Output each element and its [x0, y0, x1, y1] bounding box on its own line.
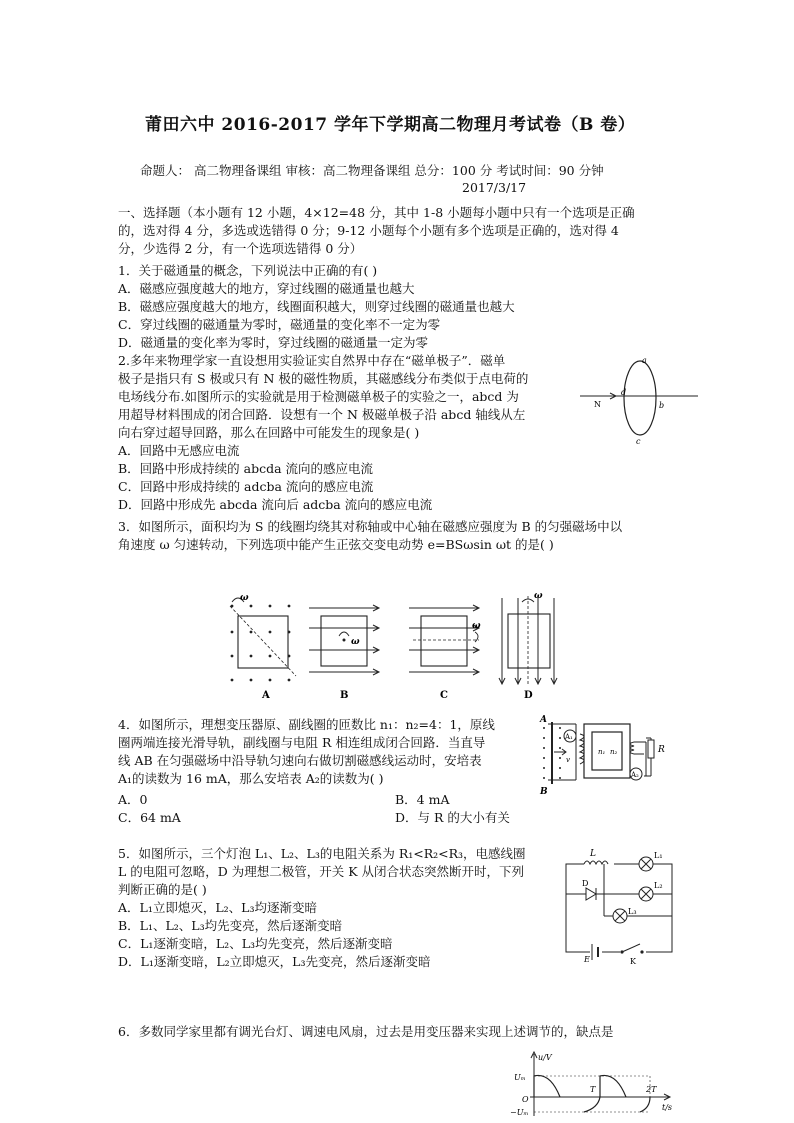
label-neg-um: −Uₘ: [510, 1108, 529, 1117]
label-t: T: [590, 1085, 596, 1094]
lamp-l2-label: L₂: [654, 881, 663, 890]
ammeter-a2-label: A₂: [631, 771, 639, 779]
figure-3d-label: D: [524, 690, 533, 701]
question-1-option-b: B．磁感应强度越大的地方，线圈面积越大，则穿过线圈的磁通量也越大: [118, 299, 515, 314]
question-2-line-3: 电场线分布.如图所示的实验就是用于检测磁单极子的实验之一，abcd 为: [118, 389, 519, 404]
exam-meta: 命题人： 高二物理备课组 审核：高二物理备课组 总分：100 分 考试时间：90 分钟: [140, 163, 604, 178]
question-4-line-3: 线 AB 在匀强磁场中沿导轨匀速向右做切割磁感线运动时，安培表: [118, 753, 482, 768]
question-4-figure: [540, 714, 670, 796]
question-5-option-b: B．L₁、L₂、L₃均先变亮，然后逐渐变暗: [118, 918, 343, 933]
velocity-label: v: [566, 756, 570, 764]
inductor-label: L: [590, 849, 596, 859]
rod-label-b: B: [540, 787, 548, 797]
figure-3b-label: B: [340, 690, 349, 701]
question-5-line-3: 判断正确的是( ): [118, 882, 207, 897]
omega-label-a: ω: [240, 593, 249, 603]
question-2-option-a: A．回路中无感应电流: [118, 443, 240, 458]
exam-date: 2017/3/17: [462, 180, 527, 195]
page-title: 莆田六中 2016-2017 学年下学期高二物理月考试卷（B 卷）: [145, 115, 636, 135]
question-3-figures: [224, 592, 564, 702]
question-6-figure: [500, 1052, 680, 1118]
question-3-line-1: 3．如图所示，面积均为 S 的线圈均绕其对称轴或中心轴在磁感应强度为 B 的匀强磁场中以: [118, 519, 623, 534]
question-1-option-c: C．穿过线圈的磁通量为零时，磁通量的变化率不一定为零: [118, 317, 441, 332]
rod-label-a: A: [540, 715, 547, 725]
omega-label-b: ω: [351, 637, 360, 647]
secondary-coil-label: n₂: [610, 748, 618, 756]
loop-label-d: d: [621, 388, 627, 397]
section-line-3: 分，少选得 2 分，有一个选项选错得 0 分）: [118, 241, 363, 256]
axis-label-u: u/V: [538, 1053, 552, 1062]
question-1-option-d: D．磁通量的变化率为零时，穿过线圈的磁通量一定为零: [118, 335, 429, 350]
question-4-option-a: A．0: [118, 792, 148, 807]
question-3: [118, 518, 622, 554]
section-instructions: [118, 204, 635, 258]
question-2: [118, 352, 528, 514]
question-3-line-2: 角速度 ω 匀速转动，下列选项中能产生正弦交变电动势 e=BSωsin ωt 的是( ): [118, 537, 554, 552]
question-4-option-d: D．与 R 的大小有关: [395, 810, 510, 825]
question-2-line-5: 向右穿过超导回路，那么在回路中可能发生的现象是( ): [118, 425, 420, 440]
monopole-label-n: N: [594, 400, 601, 409]
question-5-option-a: A．L₁立即熄灭，L₂、L₃均逐渐变暗: [118, 900, 317, 915]
label-um: Uₘ: [514, 1073, 526, 1082]
ammeter-a1-label: A₁: [565, 733, 573, 741]
question-2-option-c: C．回路中形成持续的 adcba 流向的感应电流: [118, 479, 374, 494]
lamp-l3-label: L₃: [628, 907, 637, 916]
switch-label: K: [630, 957, 636, 966]
omega-label-c: ω: [472, 621, 481, 631]
question-2-figure: [580, 355, 700, 445]
axis-label-t: t/s: [662, 1103, 673, 1112]
question-2-option-b: B．回路中形成持续的 abcda 流向的感应电流: [118, 461, 374, 476]
question-4-line-1: 4．如图所示，理想变压器原、副线圈的匝数比 n₁：n₂=4：1，原线: [118, 717, 495, 732]
label-2t: 2T: [646, 1085, 657, 1094]
question-1-stem: 1．关于磁通量的概念，下列说法中正确的有( ): [118, 263, 378, 278]
figure-3a: [230, 593, 296, 701]
question-1-option-a: A．磁感应强度越大的地方，穿过线圈的磁通量也越大: [118, 281, 415, 296]
question-4: [118, 716, 495, 788]
question-4-option-b: B．4 mA: [395, 792, 450, 807]
loop-label-a: a: [642, 356, 647, 365]
figure-3c: [409, 605, 481, 701]
question-4-line-4: A₁的读数为 16 mA，那么安培表 A₂的读数为( ): [118, 771, 384, 786]
label-origin: O: [522, 1095, 529, 1104]
question-5-option-d: D．L₁逐渐变暗，L₂立即熄灭，L₃先变亮，然后逐渐变暗: [118, 954, 431, 969]
figure-3b: [309, 605, 379, 701]
question-5-line-2: L 的电阻可忽略，D 为理想二极管，开关 K 从闭合状态突然断开时，下列: [118, 864, 525, 879]
question-2-option-d: D．回路中形成先 abcda 流向后 adcba 流向的感应电流: [118, 497, 433, 512]
question-1: [118, 262, 515, 352]
question-2-line-2: 极子是指只有 S 极或只有 N 极的磁性物质，其磁感线分布类似于点电荷的: [118, 371, 529, 386]
section-line-2: 的，选对得 4 分，多选或选错得 0 分；9-12 小题每个小题有多个选项是正确的，选对得 4: [118, 223, 619, 238]
question-4-line-2: 圈两端连接光滑导轨，副线圈与电阻 R 相连组成闭合回路．当直导: [118, 735, 486, 750]
omega-label-d: ω: [534, 591, 543, 601]
question-5-line-1: 5．如图所示，三个灯泡 L₁、L₂、L₃的电阻关系为 R₁<R₂<R₃，电感线圈: [118, 846, 526, 861]
figure-3d: [499, 591, 557, 701]
resistor-r-label: R: [658, 745, 665, 755]
question-2-line-4: 用超导材料围成的闭合回路．设想有一个 N 极磁单极子沿 abcd 轴线从左: [118, 407, 526, 422]
loop-label-b: b: [659, 401, 665, 410]
question-5-figure: [560, 846, 680, 964]
loop-label-c: c: [636, 437, 641, 446]
figure-3a-label: A: [262, 690, 270, 701]
question-2-line-1: 2.多年来物理学家一直设想用实验证实自然界中存在“磁单极子”．磁单: [118, 353, 506, 368]
question-4-option-c: C．64 mA: [118, 810, 181, 825]
figure-3c-label: C: [440, 690, 448, 701]
question-6-line-1: 6．多数同学家里都有调光台灯、调速电风扇，过去是用变压器来实现上述调节的，缺点是: [118, 1024, 614, 1039]
lamp-l1-label: L₁: [654, 851, 663, 860]
question-5: [118, 845, 526, 971]
question-5-option-c: C．L₁逐渐变暗，L₂、L₃均先变亮，然后逐渐变暗: [118, 936, 393, 951]
primary-coil-label: n₁: [598, 748, 606, 756]
section-line-1: 一、选择题（本小题有 12 小题，4×12=48 分，其中 1-8 小题每小题中只有一个选项是正确: [118, 205, 635, 220]
battery-label: E: [584, 955, 590, 964]
diode-label: D: [582, 879, 589, 888]
